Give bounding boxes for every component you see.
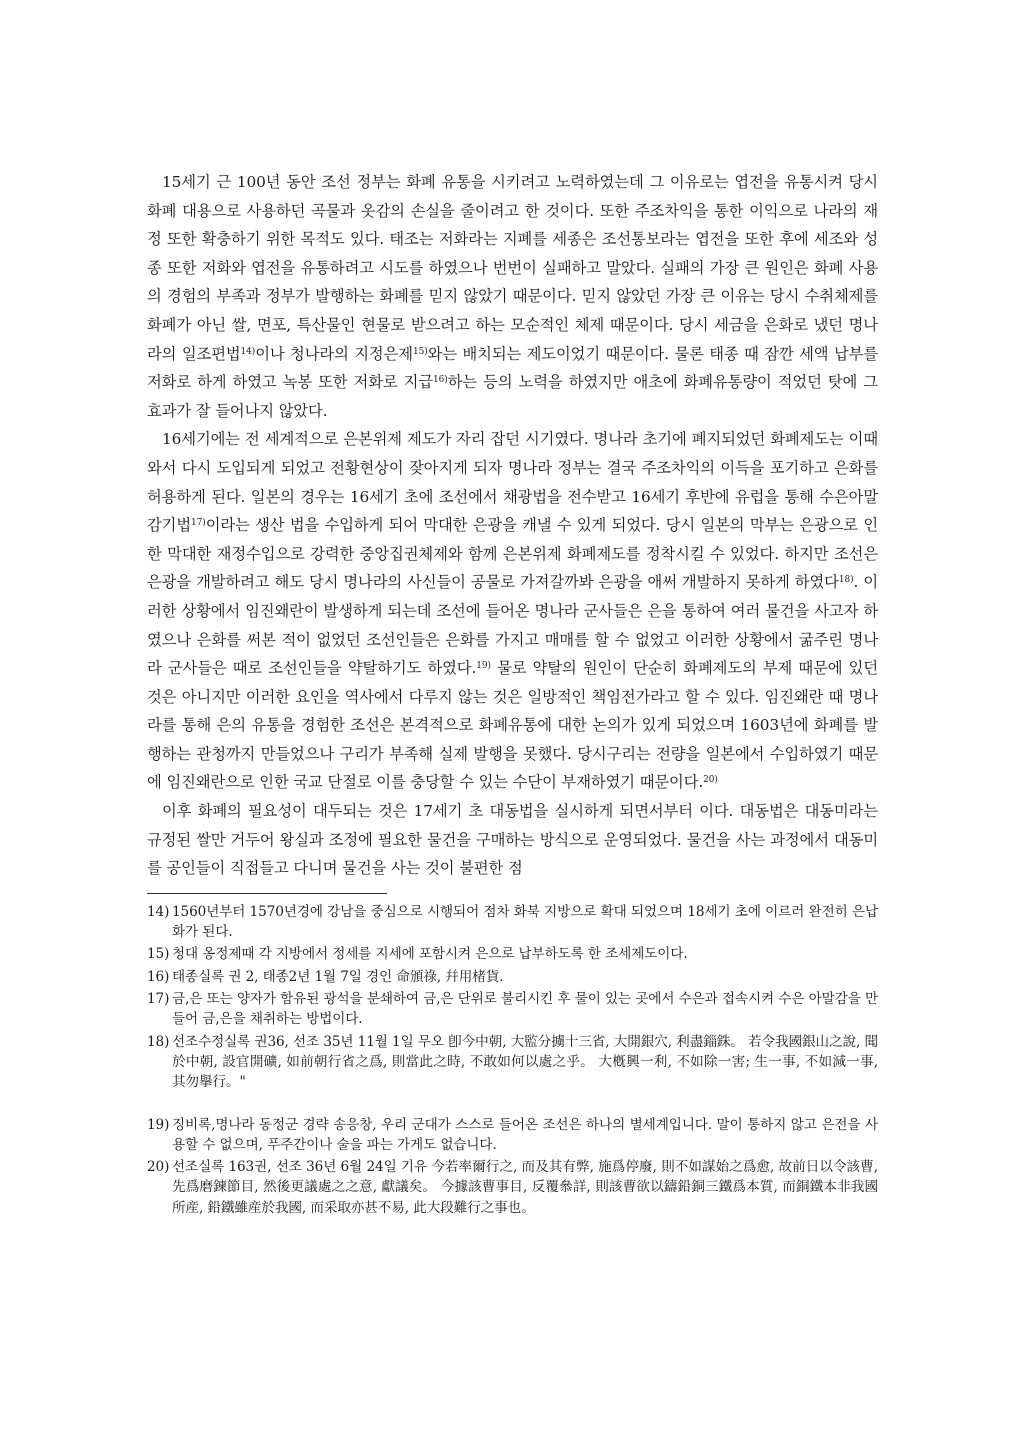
footnotes bbox=[147, 902, 878, 1218]
footnote-text: 징비록,명나라 동정군 경략 송응창, 우리 군대가 스스로 들어온 조선은 하나의 별세계입니다. 말이 통하지 않고 은전을 사용할 수 없으며, 푸주간이나 술을 파는 가게도 없습니다. bbox=[172, 1116, 878, 1153]
text-run: 15세기 근 100년 동안 조선 정부는 화폐 유통을 시키려고 노력하였는데 그 이유로는 엽전을 유통시켜 당시 화폐 대용으로 사용하던 곡물과 옷감의 손실을 줄이려고 한 것이다. 또한 주조차익을 통한 이익으로 나라의 재정 또한 확충하기 위한 목적도 있다. 태조는 저화라는 지폐를 세종은 조선통보라는 엽전을 또한 후에 세조와 성종 또한 저화와 엽전을 유통하려고 시도를 하였으나 번번이 실패하고 말았다. 실패의 가장 큰 원인은 화폐 사용의 경험의 부족과 정부가 발행하는 화폐를 믿지 않았기 때문이다. 믿지 않았던 가장 큰 이유는 당시 수취체제를 화폐가 아닌 쌀, 면포, 특산물인 현물로 받으려고 하는 모순적인 체제 때문이다. 당시 세금을 은화로 냈던 명나라의 일조편법 bbox=[147, 173, 878, 363]
footnote-number: 16) bbox=[147, 968, 170, 985]
document-page bbox=[147, 168, 878, 1220]
text-run: 하는 등의 노력을 하였지만 애초에 화폐유통량이 적었던 탓에 그 효과가 잘 들어나지 않았다. bbox=[147, 373, 878, 420]
body-text bbox=[147, 168, 878, 883]
paragraph bbox=[147, 425, 878, 797]
text-run: . 이러한 상황에서 임진왜란이 발생하게 되는데 조선에 들어온 명나라 군사들은 은을 통하여 여러 물건을 사고자 하였으나 은화를 써본 적이 없었던 조선인들은 은화를 가지고 매매를 할 수 없었고 이러한 상황에서 굶주린 명나라 군사들은 때로 조선인들을 약탈하기도 하였다. bbox=[147, 573, 878, 678]
footnote-text: 태종실록 권 2, 태종2년 1월 7일 경인 命頒祿, 幷用楮貨. bbox=[172, 968, 504, 985]
footnote-reference[interactable]: 16) bbox=[433, 375, 448, 386]
text-run: 이라는 생산 법을 수입하게 되어 막대한 은광을 캐낼 수 있게 되었다. 당시 일본의 막부는 은광으로 인한 막대한 재정수입으로 강력한 중앙집권체제와 함께 은본위제 화폐제도를 정착시킬 수 있었다. 하지만 조선은 은광을 개발하려고 해도 당시 명나라의 사신들이 공물로 가져갈까봐 은광을 애써 개발하지 못하게 하였다 bbox=[147, 516, 878, 592]
footnote-reference[interactable]: 15) bbox=[412, 346, 428, 357]
footnote-reference[interactable]: 14) bbox=[240, 346, 256, 357]
footnote-spacer bbox=[147, 1095, 878, 1115]
text-run: 와는 배치되는 제도이었기 때문이다. 물론 태종 때 잠깐 세액 납부를 저화로 하게 하였고 녹봉 또한 저화로 지급 bbox=[147, 344, 878, 392]
footnote-text: 1560년부터 1570년경에 강남을 중심으로 시행되어 점차 화북 지방으로 확대 되었으며 18세기 초에 이르러 완전히 은납화가 된다. bbox=[172, 903, 878, 941]
paragraph bbox=[147, 168, 878, 425]
footnote-number: 19) bbox=[147, 1116, 170, 1133]
footnote-divider bbox=[147, 893, 387, 894]
footnote-number: 20) bbox=[147, 1159, 170, 1176]
footnote-reference[interactable]: 19) bbox=[476, 661, 491, 672]
footnote-reference[interactable]: 17) bbox=[191, 518, 206, 529]
text-run: 물로 약탈의 원인이 단순히 화폐제도의 부제 때문에 있던 것은 아니지만 이러한 요인을 역사에서 다루지 않는 것은 일방적인 책임전가라고 할 수 있다. 임진왜란 때 명나라를 통해 은의 유통을 경험한 조선은 본격적으로 화폐유통에 대한 논의가 있게 되었으며 1603년에 화폐를 발행하는 관청까지 만들었으나 구리가 부족해 실제 발행을 못했다. 당시구리는 전량을 일본에서 수입하였기 때문에 임진왜란으로 인한 국교 단절로 이를 충당할 수 있는 수단이 부재하였기 때문이다. bbox=[147, 659, 878, 792]
footnote bbox=[147, 902, 878, 943]
text-run: 16세기에는 전 세계적으로 은본위제 제도가 자리 잡던 시기였다. 명나라 초기에 폐지되었던 화폐제도는 이때 와서 다시 도입되게 되었고 전황현상이 잦아지게 되자 명나라 정부는 결국 주조차익의 이득을 포기하고 은화를 허용하게 된다. 일본의 경우는 16세기 초에 조선에서 채광법을 전수받고 16세기 후반에 유럽을 통해 수은아말감기법 bbox=[147, 430, 878, 535]
text-run: 이후 화폐의 필요성이 대두되는 것은 17세기 초 대동법을 실시하게 되면서부터 이다. 대동법은 대동미라는 규정된 쌀만 거두어 왕실과 조정에 필요한 물건을 구매하는 방식으로 운영되었다. 물건을 사는 과정에서 대동미를 공인들이 직접들고 다니며 물건을 사는 것이 불편한 점 bbox=[147, 802, 878, 878]
footnote-reference[interactable]: 18) bbox=[838, 575, 854, 586]
footnote-text: 선조실록 163권, 선조 36년 6월 24일 기유 今若率爾行之, 而及其有弊, 施爲停廢, 則不如謀始之爲愈, 故前日以令該曹, 先爲磨鍊節目, 然後更議處之之意, 獻議矣。 今據該曹事目, 反覆叅詳, 則該曹欲以鑄鉛銅三鐵爲本質, 而銅鐵本非我國所産, 鉛鐵雖産於我國, 而采取亦甚不易, 此大段難行之事也。 bbox=[172, 1159, 878, 1216]
footnote bbox=[147, 1115, 878, 1156]
footnote-number: 14) bbox=[147, 903, 170, 920]
footnote bbox=[147, 1157, 878, 1218]
footnote-text: 청대 옹정제때 각 지방에서 정세를 지세에 포함시켜 은으로 납부하도록 한 조세제도이다. bbox=[172, 946, 688, 963]
footnote-reference[interactable]: 20) bbox=[703, 775, 718, 786]
text-run: 이나 청나라의 지정은제 bbox=[255, 344, 413, 363]
footnote-number: 18) bbox=[147, 1033, 170, 1050]
footnote bbox=[147, 944, 878, 964]
footnote-number: 15) bbox=[147, 946, 170, 963]
footnote bbox=[147, 967, 878, 987]
paragraph bbox=[147, 797, 878, 883]
footnote-number: 17) bbox=[147, 991, 170, 1008]
footnote bbox=[147, 1032, 878, 1093]
footnote-text: 금,은 또는 양자가 함유된 광석을 분쇄하여 금,은 단위로 불리시킨 후 물이 있는 곳에서 수은과 접속시켜 수은 아말감을 만들어 금,은을 채취하는 방법이다. bbox=[172, 991, 878, 1028]
footnote bbox=[147, 989, 878, 1030]
footnote-text: 선조수정실록 권36, 선조 35년 11월 1일 무오 卽今中朝, 大監分擄十三省, 大開銀穴, 利盡錙銖。 若令我國銀山之說, 聞於中朝, 設官開礦, 如前朝行省之爲, 則當此之時, 不敢如何以處之乎。 大槪興一利, 不如除一害; 生一事, 不如減一事, 其勿擧行。" bbox=[172, 1033, 878, 1091]
